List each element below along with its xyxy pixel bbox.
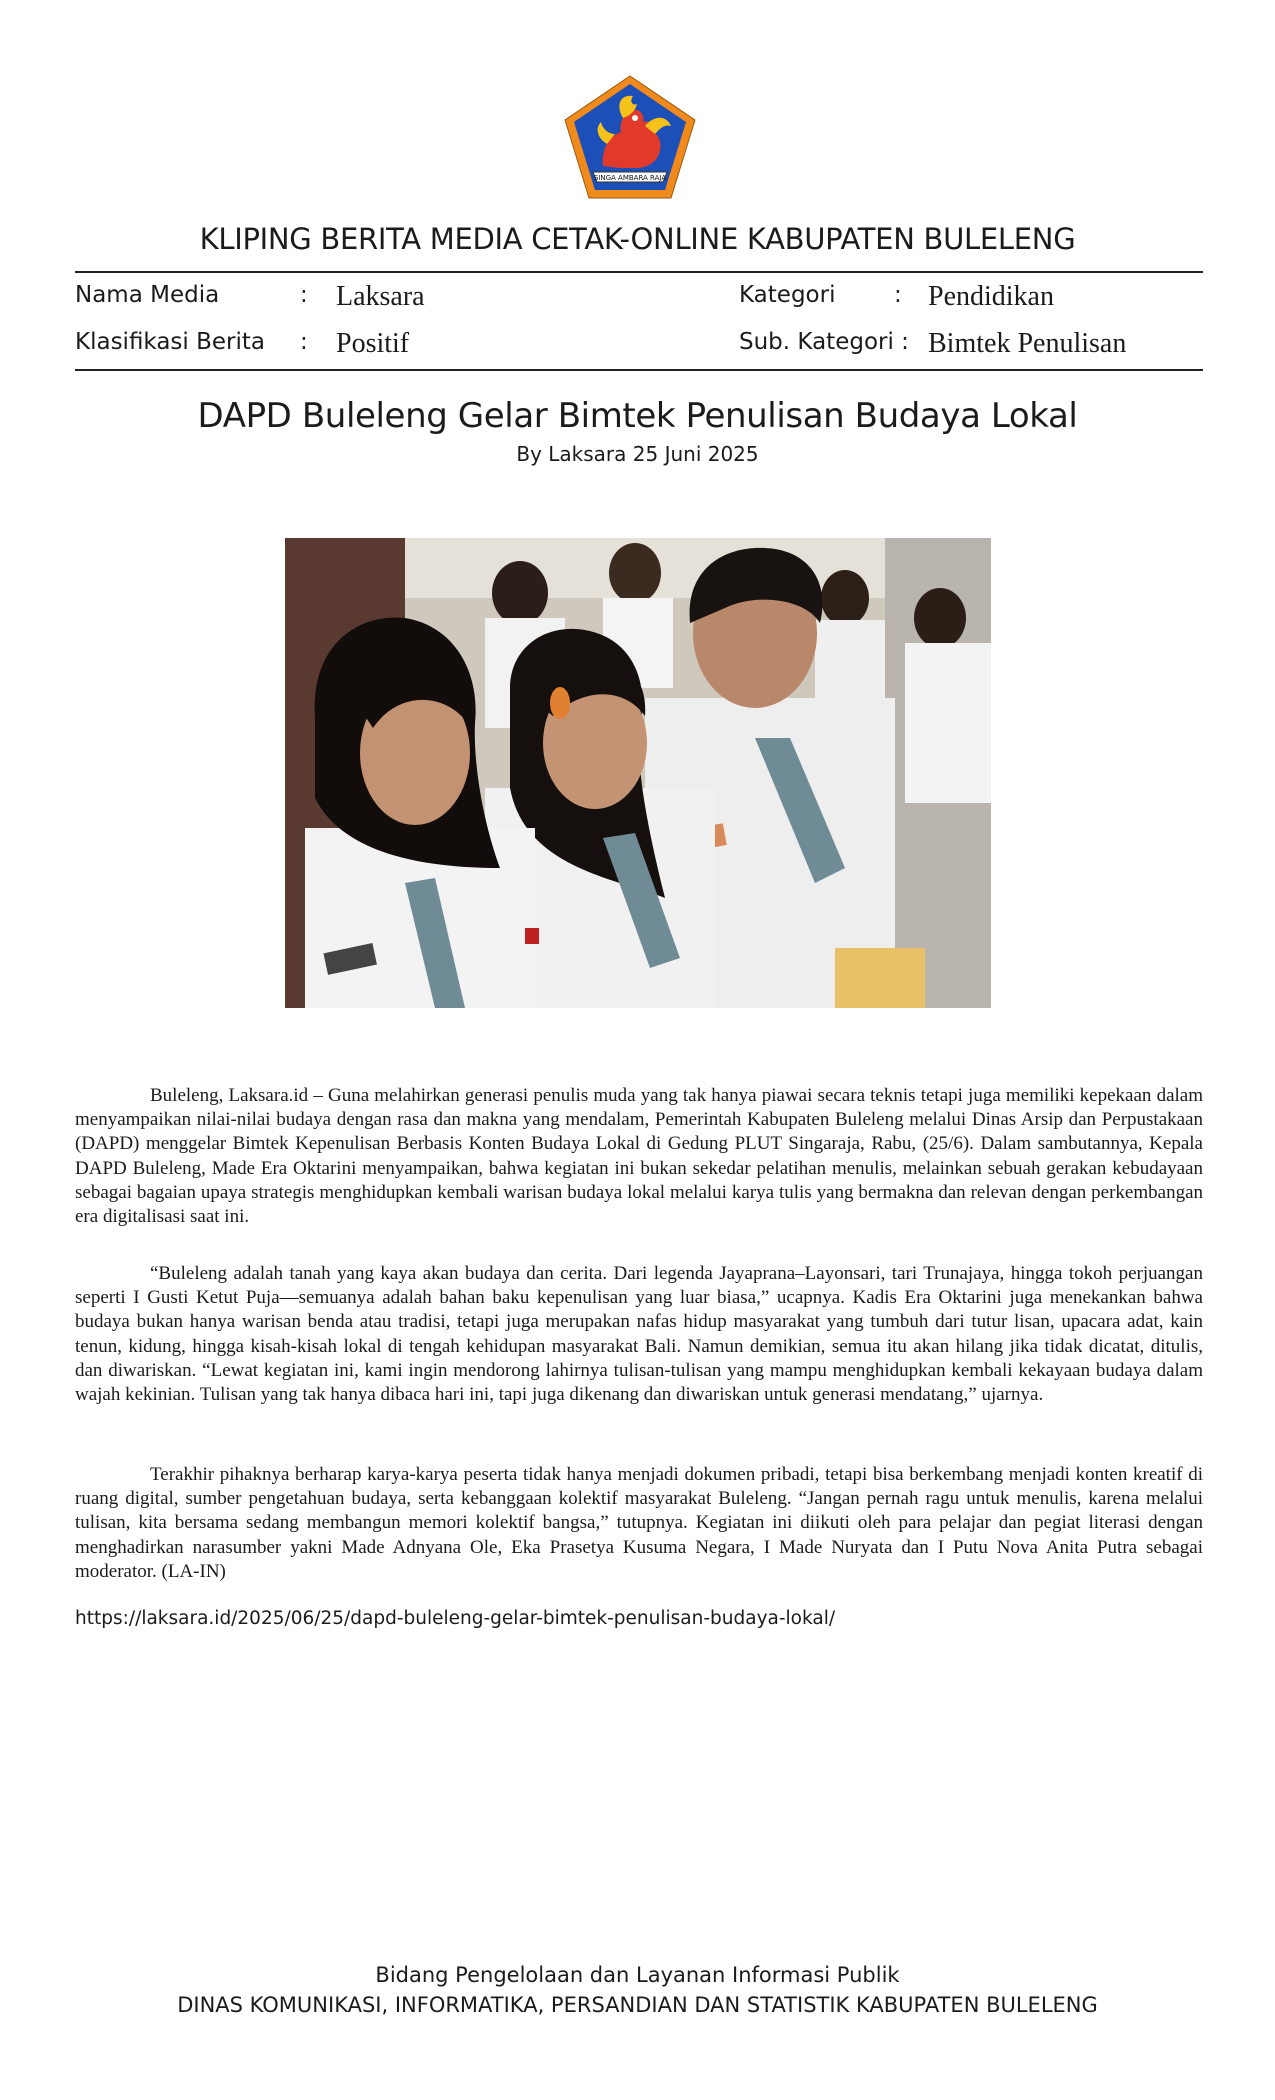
sub-kategori-value: Bimtek Penulisan bbox=[928, 328, 1127, 359]
sub-kategori-label: Sub. Kategori : bbox=[739, 329, 909, 355]
klasifikasi-label: Klasifikasi Berita bbox=[75, 329, 266, 355]
article-title: DAPD Buleleng Gelar Bimtek Penulisan Budaya Lokal bbox=[197, 396, 1078, 436]
header-rule-top bbox=[75, 271, 1203, 273]
footer-department: Bidang Pengelolaan dan Layanan Informasi Publik bbox=[375, 1963, 900, 1987]
klasifikasi-separator: : bbox=[300, 329, 308, 355]
nama-media-label: Nama Media bbox=[75, 282, 220, 308]
kategori-label: Kategori bbox=[739, 282, 836, 308]
crest-motto: SINGA AMBARA RAJA bbox=[593, 174, 667, 182]
article-photo-students bbox=[285, 538, 991, 1008]
nama-media-separator: : bbox=[300, 282, 308, 308]
kategori-value: Pendidikan bbox=[928, 281, 1054, 312]
article-paragraph-3: Terakhir pihaknya berharap karya-karya peserta tidak hanya menjadi dokumen pribadi, tetapi bisa berkembang menjadi konten kreatif di ruang digital, sumber pengetahuan budaya, serta kebanggaan kolektif masyarakat Buleleng. “Jangan pernah ragu untuk menulis, karena melalui tulisan, kita bersama sedang membangun memori kolektif bangsa,” tutupnya. Kegiatan ini diikuti oleh para pelajar dan pegiat literasi dengan menghadirkan narasumber yakni Made Adnyana Ole, Eka Prasetya Kusuma Negara, I Made Nuryata dan I Putu Nova Anita Putra sebagai moderator. (LA-IN) bbox=[75, 1464, 1203, 1582]
klasifikasi-value: Positif bbox=[336, 328, 410, 359]
header-rule-bottom bbox=[75, 369, 1203, 371]
nama-media-value: Laksara bbox=[336, 281, 425, 312]
article-source-link[interactable]: https://laksara.id/2025/06/25/dapd-buleleng-gelar-bimtek-penulisan-budaya-lokal/ bbox=[75, 1608, 836, 1629]
article-byline: By Laksara 25 Juni 2025 bbox=[516, 442, 759, 466]
kategori-separator: : bbox=[894, 282, 902, 308]
regency-crest-logo bbox=[563, 74, 697, 200]
article-paragraph-1: Buleleng, Laksara.id – Guna melahirkan generasi penulis muda yang tak hanya piawai secara teknis tetapi juga memiliki kepekaan dalam menyampaikan nilai-nilai budaya dengan rasa dan makna yang mendalam, Pemerintah Kabupaten Buleleng melalui Dinas Arsip dan Perpustakaan (DAPD) menggelar Bimtek Kepenulisan Berbasis Konten Budaya Lokal di Gedung PLUT Singaraja, Rabu, (25/6). Dalam sambutannya, Kepala DAPD Buleleng, Made Era Oktarini menyampaikan, bahwa kegiatan ini bukan sekedar pelatihan menulis, melainkan sebuah gerakan kebudayaan sebagai bagaian upaya strategis menghidupkan kembali warisan budaya lokal melalui karya tulis yang bermakna dan relevan dengan perkembangan era digitalisasi saat ini. bbox=[75, 1085, 1203, 1228]
footer-agency: DINAS KOMUNIKASI, INFORMATIKA, PERSANDIAN DAN STATISTIK KABUPATEN BULELENG bbox=[177, 1993, 1098, 2017]
clipping-header-title: KLIPING BERITA MEDIA CETAK-ONLINE KABUPATEN BULELENG bbox=[199, 222, 1076, 256]
article-paragraph-2: “Buleleng adalah tanah yang kaya akan budaya dan cerita. Dari legenda Jayaprana–Layonsari, tari Trunajaya, hingga tokoh perjuangan seperti I Gusti Ketut Puja—semuanya adalah bahan baku kepenulisan yang luar biasa,” ucapnya. Kadis Era Oktarini juga menekankan bahwa budaya bukan hanya warisan benda atau tradisi, tetapi juga merupakan nafas hidup masyarakat yang tumbuh dari tutur lisan, upacara adat, kain tenun, kidung, hingga kisah-kisah lokal di tengah kehidupan masyarakat Bali. Namun demikian, semua itu akan hilang jika tidak dicatat, ditulis, dan diwariskan. “Lewat kegiatan ini, kami ingin mendorong lahirnya tulisan-tulisan yang mampu menghidupkan kembali kekayaan budaya dalam wajah kekinian. Tulisan yang tak hanya dibaca hari ini, tapi juga dikenang dan diwariskan untuk generasi mendatang,” ujarnya. bbox=[75, 1263, 1203, 1406]
